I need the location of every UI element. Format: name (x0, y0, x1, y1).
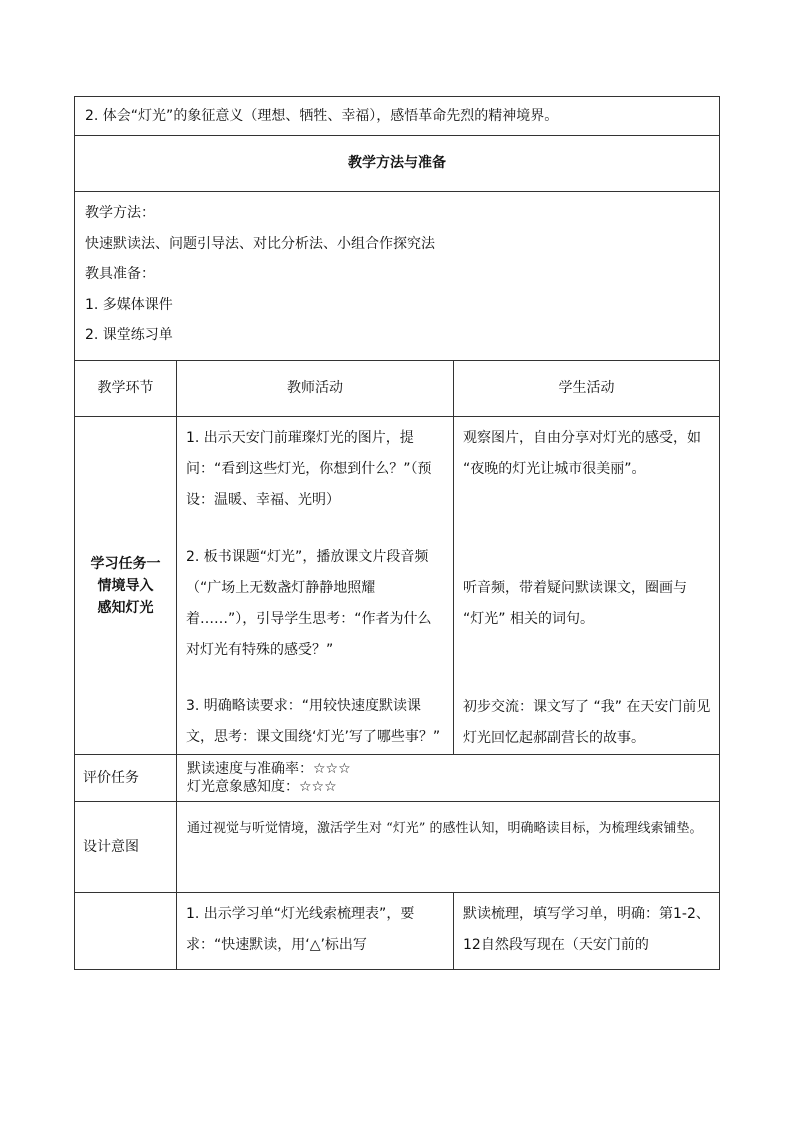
method-heading: 教学方法： (85, 205, 155, 221)
header-teacher: 教师活动 (177, 361, 454, 417)
method-list: 快速默读法、问题引导法、对比分析法、小组合作探究法 (85, 235, 435, 252)
lesson-plan-table (74, 96, 720, 970)
teacher-step: 1. 出示学习单“灯光线索梳理表”，要求：“快速默读，用‘△’标出写 (186, 906, 415, 953)
next-task-label (75, 893, 177, 970)
evaluation-label: 评价任务 (75, 755, 177, 802)
student-step: 观察图片，自由分享对灯光的感受，如 “夜晚的灯光让城市很美丽”。 (463, 430, 701, 477)
evaluation-content (177, 755, 720, 802)
design-label: 设计意图 (75, 802, 177, 893)
teacher-activity-cell (177, 417, 454, 755)
student-activity-cell (454, 417, 720, 755)
task-label-line: 情境导入 (97, 577, 154, 594)
student-step: 听音频，带着疑问默读课文，圈画与 “灯光” 相关的词句。 (463, 580, 687, 627)
header-stage: 教学环节 (75, 361, 177, 417)
student-step: 初步交流：课文写了 “我” 在天安门前见灯光回忆起郝副营长的故事。 (463, 699, 711, 746)
teacher-activity-cell (177, 893, 454, 970)
section-title: 教学方法与准备 (75, 136, 720, 192)
tools-heading: 教具准备： (85, 266, 155, 282)
tool-item: 1. 多媒体课件 (85, 296, 173, 313)
task-label (75, 417, 177, 755)
student-step: 默读梳理，填写学习单，明确：第1-2、12自然段写现在（天安门前的 (463, 906, 710, 953)
preparation-cell (75, 192, 720, 361)
teacher-step: 1. 出示天安门前璀璨灯光的图片，提问：“看到这些灯光，你想到什么？”（预设：温暖、幸福、光明） (186, 430, 432, 508)
teacher-step: 3. 明确略读要求：“用较快速度默读课文，思考：课文围绕‘灯光’写了哪些事？” (186, 698, 441, 745)
task-label-line: 学习任务一 (90, 555, 161, 572)
task-label-line: 感知灯光 (97, 599, 154, 616)
evaluation-item: 默读速度与准确率：☆☆☆ (187, 761, 351, 777)
lesson-plan-document (74, 96, 719, 970)
objective-line: 2. 体会“灯光”的象征意义（理想、牺牲、幸福），感悟革命先烈的精神境界。 (75, 97, 720, 136)
teacher-step: 2. 板书课题“灯光”，播放课文片段音频（“广场上无数盏灯静静地照耀着……”），引导学生思考：“作者为什么对灯光有特殊的感受？” (186, 549, 432, 658)
design-intent-text: 通过视觉与听觉情境，激活学生对 “灯光” 的感性认知，明确略读目标，为梳理线索铺垫。 (177, 802, 720, 893)
header-student: 学生活动 (454, 361, 720, 417)
student-activity-cell (454, 893, 720, 970)
evaluation-item: 灯光意象感知度：☆☆☆ (187, 779, 337, 795)
tool-item: 2. 课堂练习单 (85, 327, 173, 343)
